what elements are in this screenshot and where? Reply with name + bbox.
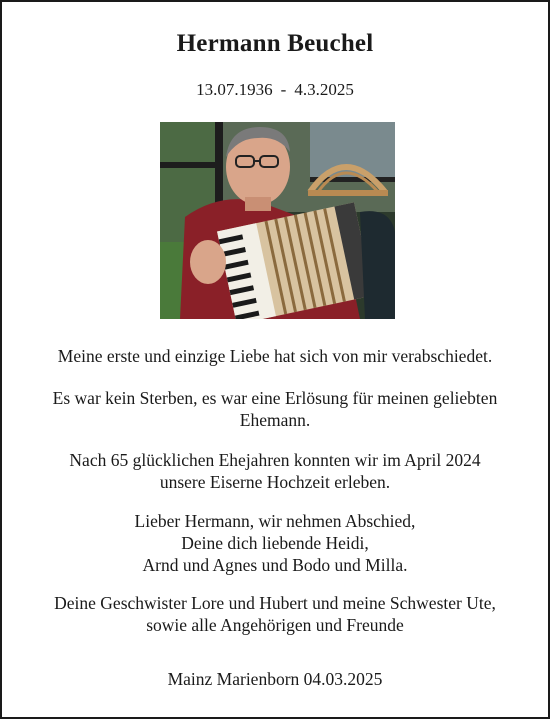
place-and-date: Mainz Marienborn 04.03.2025 [167, 669, 383, 689]
text-line: Ehemann. [239, 410, 311, 430]
paragraph-anniversary [22, 449, 528, 493]
paragraph-family [22, 510, 528, 576]
paragraph-relatives [22, 592, 528, 636]
text-line: Deine Geschwister Lore und Hubert und meine Schwester Ute, [54, 593, 496, 613]
text-line: Deine dich liebende Heidi, [181, 533, 369, 553]
deceased-name: Hermann Beuchel [176, 30, 374, 57]
text-line: unsere Eiserne Hochzeit erleben. [159, 472, 391, 492]
text-line: Es war kein Sterben, es war eine Erlösung für meinen geliebten [52, 388, 498, 408]
text-line: sowie alle Angehörigen und Freunde [146, 615, 404, 635]
death-date: 4.3.2025 [294, 80, 354, 99]
paragraph-release [22, 387, 528, 431]
text-line: Nach 65 glücklichen Ehejahren konnten wir im April 2024 [69, 450, 481, 470]
life-dates [2, 80, 548, 100]
text-line: Lieber Hermann, wir nehmen Abschied, [134, 511, 416, 531]
text-line: Arnd und Agnes und Bodo und Milla. [142, 555, 408, 575]
birth-date: 13.07.1936 [196, 80, 273, 99]
text-line: Meine erste und einzige Liebe hat sich von mir verabschiedet. [57, 346, 493, 366]
date-separator: - [280, 80, 287, 99]
portrait-photo [160, 122, 395, 319]
paragraph-farewell [22, 345, 528, 367]
